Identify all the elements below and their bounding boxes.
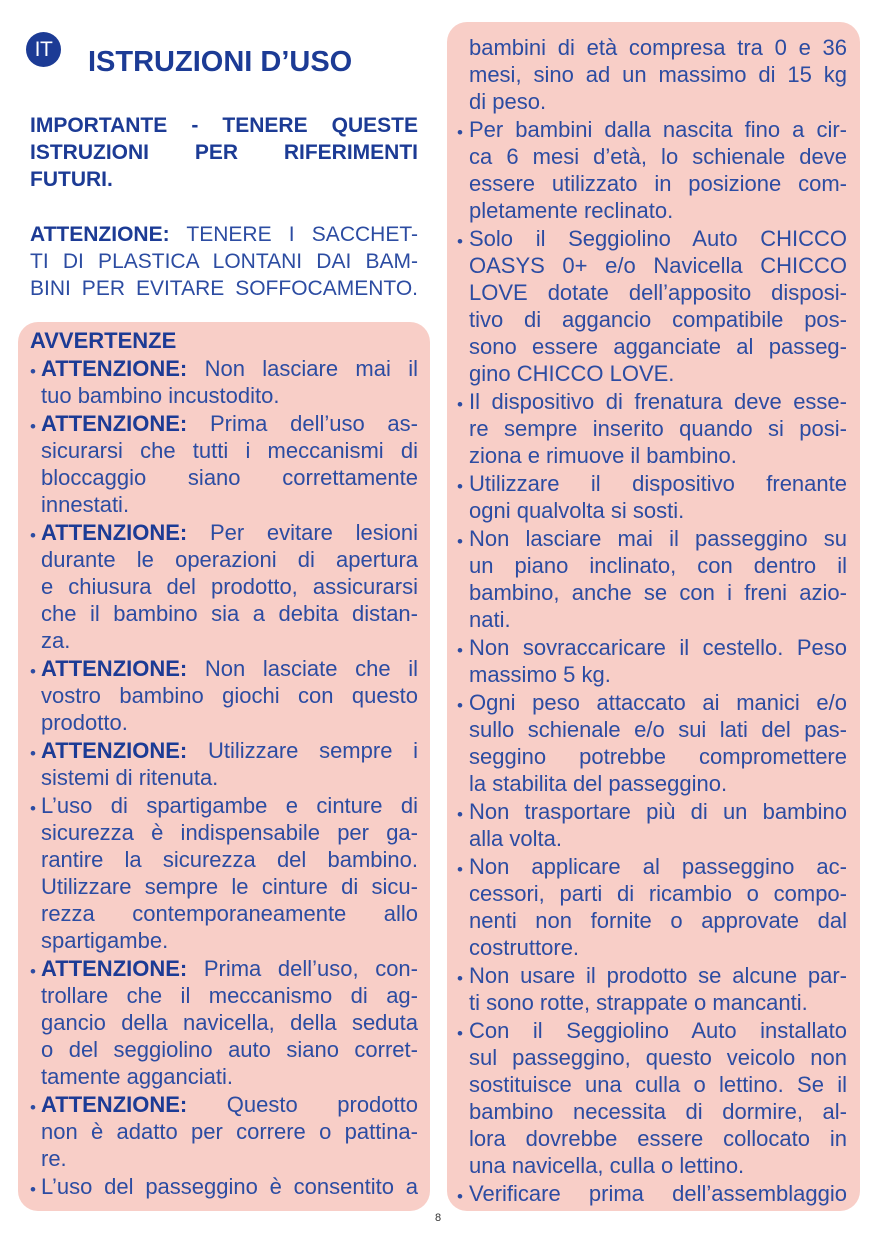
suffocation-line	[30, 221, 418, 248]
warning-line: • Il dispositivo di frenatura deve esse-	[469, 389, 847, 414]
warning-item	[30, 519, 418, 654]
warning-line: tuo bambino incustodito.	[41, 383, 280, 408]
warning-line: e chiusura del prodotto, assicurarsi	[41, 574, 418, 599]
attention-label: ATTENZIONE:	[41, 520, 188, 545]
attention-label: ATTENZIONE:	[41, 656, 188, 681]
warning-item	[457, 116, 847, 224]
warning-item	[457, 1017, 847, 1179]
warning-text: Prima dell’uso as-	[209, 411, 418, 436]
warning-line: • L’uso del passeggino è consentito a	[41, 1174, 418, 1199]
warning-line: • Per bambini dalla nascita fino a cir-	[469, 117, 847, 142]
warning-line: bambini di età compresa tra 0 e 36	[469, 35, 847, 60]
warning-line: • Non usare il prodotto se alcune par-	[469, 963, 847, 988]
warning-line: sul passeggino, questo veicolo non	[469, 1045, 847, 1070]
warning-line: una navicella, culla o lettino.	[469, 1153, 745, 1178]
suffocation-line: TI DI PLASTICA LONTANI DAI BAM-	[30, 250, 418, 273]
warning-line: sono essere agganciate al passeg-	[469, 334, 847, 359]
warning-line: • Ogni peso attaccato ai manici e/o	[469, 690, 847, 715]
important-line: FUTURI.	[30, 168, 113, 191]
warning-line: la stabilita del passeggino.	[469, 771, 728, 796]
warning-line: che il bambino sia a debita distan-	[41, 601, 418, 626]
warning-line: bambino, anche se con i freni azio-	[469, 580, 847, 605]
warning-line	[41, 410, 418, 437]
warning-line: • Solo il Seggiolino Auto CHICCO	[469, 226, 847, 251]
warning-line: spartigambe.	[41, 928, 169, 953]
warning-item	[30, 955, 418, 1090]
warning-item	[457, 634, 847, 688]
warning-item	[457, 689, 847, 797]
suffocation-line: BINI PER EVITARE SOFFOCAMENTO.	[30, 277, 418, 300]
warning-item	[457, 1180, 847, 1207]
warning-line: • Non lasciare mai il passeggino su	[469, 526, 847, 551]
warning-line: sullo schienale e/o sui lati del pas-	[469, 717, 847, 742]
warning-line: OASYS 0+ e/o Navicella CHICCO	[469, 253, 847, 278]
warning-line: alla volta.	[469, 826, 562, 851]
warning-line: durante le operazioni di apertura	[41, 547, 418, 572]
warning-line: innestati.	[41, 492, 130, 517]
warning-text: Utilizzare sempre i	[207, 738, 418, 763]
warning-line	[41, 655, 418, 682]
warning-line: rezza contemporaneamente allo	[41, 901, 418, 926]
warning-line: Utilizzare sempre le cinture di sicu-	[41, 874, 418, 899]
warning-line: za.	[41, 628, 71, 653]
warning-item	[457, 853, 847, 961]
warning-line: • Utilizzare il dispositivo frenante	[469, 471, 847, 496]
warning-line: • Non trasportare più di un bambino	[469, 799, 847, 824]
warning-line: costruttore.	[469, 935, 580, 960]
page-title: ISTRUZIONI D’USO	[88, 46, 353, 78]
warning-item	[30, 410, 418, 518]
warning-line: LOVE dotate dell’apposito disposi-	[469, 280, 847, 305]
warning-line: tivo di aggancio compatibile pos-	[469, 307, 847, 332]
warning-line: re.	[41, 1146, 67, 1171]
warning-line: • Non sovraccaricare il cestello. Peso	[469, 635, 847, 660]
warning-item-continued	[457, 34, 847, 115]
warning-text: Non lasciate che il	[204, 656, 418, 681]
warning-line: rantire la sicurezza del bambino.	[41, 847, 418, 872]
warning-line: • Non applicare al passeggino ac-	[469, 854, 847, 879]
warning-line: nati.	[469, 607, 511, 632]
suffocation-warning	[30, 221, 418, 302]
attention-label: ATTENZIONE:	[30, 223, 170, 246]
warning-line	[41, 519, 418, 546]
warning-line: bloccaggio siano correttamente	[41, 465, 418, 490]
warning-line: sistemi di ritenuta.	[41, 765, 219, 790]
warnings-column-left	[30, 327, 418, 1200]
attention-label: ATTENZIONE:	[41, 956, 188, 981]
warning-text: Non lasciare mai il	[204, 356, 418, 381]
warning-line	[41, 955, 418, 982]
warning-line	[41, 355, 418, 382]
warning-line: sicurezza è indispensabile per ga-	[41, 820, 418, 845]
warnings-heading: AVVERTENZE	[30, 328, 177, 353]
warning-item	[30, 1173, 418, 1200]
warning-item	[30, 737, 418, 791]
warning-line: vostro bambino giochi con questo	[41, 683, 418, 708]
warning-item	[30, 655, 418, 736]
warning-line: sostituisce una culla o lettino. Se il	[469, 1072, 847, 1097]
warning-line	[41, 737, 418, 764]
warning-line: ziona e rimuove il bambino.	[469, 443, 737, 468]
warning-item	[457, 525, 847, 633]
suffocation-text: TENERE I SACCHET-	[186, 223, 418, 246]
warning-line: un piano inclinato, con dentro il	[469, 553, 847, 578]
warning-item	[30, 792, 418, 954]
warning-line: nenti non fornite o approvate dal	[469, 908, 847, 933]
warning-line: massimo 5 kg.	[469, 662, 611, 687]
warning-line: essere utilizzato in posizione com-	[469, 171, 847, 196]
warning-line: non è adatto per correre o pattina-	[41, 1119, 418, 1144]
warning-line: prodotto.	[41, 710, 128, 735]
attention-label: ATTENZIONE:	[41, 738, 188, 763]
warning-item	[30, 1091, 418, 1172]
warning-item	[457, 962, 847, 1016]
warning-line: ca 6 mesi d’età, lo schienale deve	[469, 144, 847, 169]
warning-item	[457, 798, 847, 852]
warning-text: Prima dell’uso, con-	[203, 956, 418, 981]
warning-line: • Con il Seggiolino Auto installato	[469, 1018, 847, 1043]
warning-line: di peso.	[469, 89, 547, 114]
warning-line: o del seggiolino auto siano corret-	[41, 1037, 418, 1062]
warning-line: gancio della navicella, della seduta	[41, 1010, 418, 1035]
warning-item	[457, 225, 847, 387]
warning-item	[457, 388, 847, 469]
warning-line: seggino potrebbe compromettere	[469, 744, 847, 769]
warning-line: re sempre inserito quando si posi-	[469, 416, 847, 441]
warning-item	[457, 470, 847, 524]
warning-line: ti sono rotte, strappate o mancanti.	[469, 990, 808, 1015]
page-number: 8	[434, 1212, 442, 1224]
important-notice	[30, 112, 418, 193]
language-badge: IT	[26, 32, 61, 67]
warning-line: ogni qualvolta si sosti.	[469, 498, 685, 523]
warning-line: bambino necessita di dormire, al-	[469, 1099, 847, 1124]
warning-line: • Verificare prima dell’assemblaggio	[469, 1181, 847, 1206]
attention-label: ATTENZIONE:	[41, 356, 188, 381]
warning-line	[41, 1091, 418, 1118]
warnings-column-right	[457, 34, 847, 1207]
warning-line: mesi, sino ad un massimo di 15 kg	[469, 62, 847, 87]
important-line: ISTRUZIONI PER RIFERIMENTI	[30, 141, 418, 164]
warning-text: Questo prodotto	[226, 1092, 418, 1117]
warning-text: Per evitare lesioni	[209, 520, 418, 545]
warning-line: pletamente reclinato.	[469, 198, 674, 223]
warning-line: trollare che il meccanismo di ag-	[41, 983, 418, 1008]
attention-label: ATTENZIONE:	[41, 411, 188, 436]
warning-line: lora dovrebbe essere collocato in	[469, 1126, 847, 1151]
warning-line: sicurarsi che tutti i meccanismi di	[41, 438, 418, 463]
warning-line: gino CHICCO LOVE.	[469, 361, 675, 386]
warning-item	[30, 355, 418, 409]
important-line: IMPORTANTE - TENERE QUESTE	[30, 114, 418, 137]
attention-label: ATTENZIONE:	[41, 1092, 188, 1117]
warning-line: tamente agganciati.	[41, 1064, 234, 1089]
warning-line: cessori, parti di ricambio o compo-	[469, 881, 847, 906]
warning-line: • L’uso di spartigambe e cinture di	[41, 793, 418, 818]
